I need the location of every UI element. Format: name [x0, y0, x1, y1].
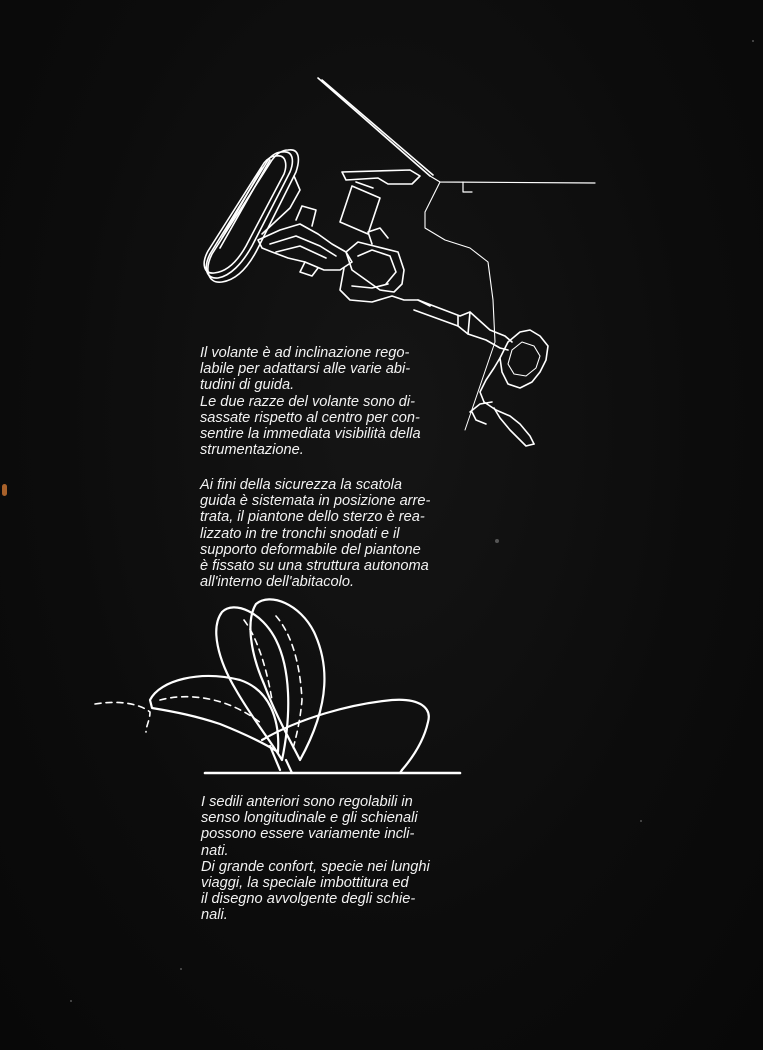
text-line: labile per adattarsi alle varie abi-	[200, 361, 411, 378]
text-line: Di grande confort, specie nei lunghi	[201, 858, 430, 875]
paper-speck	[70, 1000, 72, 1002]
paper-speck	[640, 820, 642, 822]
steering-description-paragraph	[200, 345, 462, 458]
adjustable-seat-diagram-icon	[95, 599, 460, 773]
paper-speck	[2, 484, 7, 496]
text-line: nati.	[201, 842, 229, 859]
text-line: è fissato su una struttura autonoma	[200, 558, 429, 575]
text-line: sentire la immediata visibilità della	[200, 426, 421, 443]
text-line: nali.	[201, 907, 228, 924]
text-line: supporto deformabile del piantone	[200, 541, 421, 558]
text-line: il disegno avvolgente degli schie-	[201, 891, 416, 908]
text-line: possono essere variamente incli-	[201, 826, 415, 843]
seat-description-paragraph	[201, 794, 463, 924]
text-line: Le due razze del volante sono di-	[200, 393, 415, 410]
text-line: viaggi, la speciale imbottitura ed	[201, 875, 409, 892]
paper-speck	[495, 539, 499, 543]
text-line: I sedili anteriori sono regolabili in	[201, 794, 413, 810]
paper-speck	[752, 40, 754, 42]
text-line: Il volante è ad inclinazione rego-	[200, 345, 410, 361]
text-line: senso longitudinale e gli schienali	[201, 810, 418, 827]
paper-speck	[180, 968, 182, 970]
text-line: sassate rispetto al centro per con-	[200, 409, 420, 426]
text-line: strumentazione.	[200, 442, 304, 459]
text-line: tudini di guida.	[200, 377, 295, 394]
text-line: lizzato in tre tronchi snodati e il	[200, 525, 400, 542]
steering-safety-paragraph	[200, 477, 462, 590]
text-line: Ai fini della sicurezza la scatola	[200, 477, 402, 493]
text-line: all'interno dell'abitacolo.	[200, 574, 355, 591]
text-line: trata, il piantone dello sterzo è rea-	[200, 509, 425, 526]
text-line: guida è sistemata in posizione arre-	[200, 493, 431, 510]
